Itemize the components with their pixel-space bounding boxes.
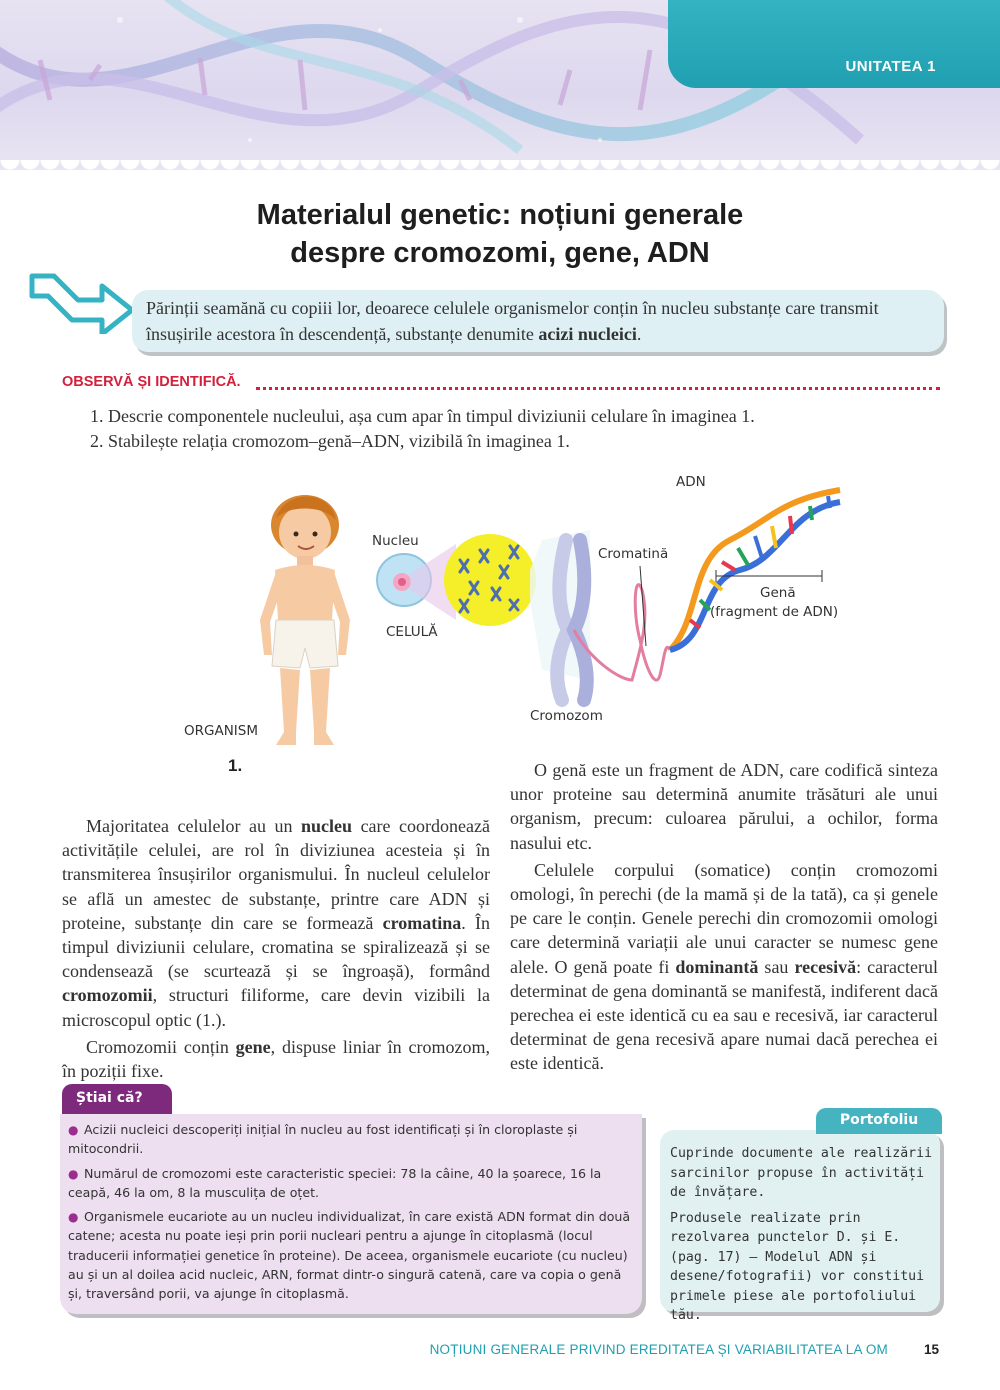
dna-helix-illustration (670, 490, 840, 650)
portfolio-title: Portofoliu (816, 1108, 942, 1134)
term-nucleu: nucleu (301, 816, 353, 836)
intro-text-end: . (636, 324, 642, 344)
intro-text: Părinții seamănă cu copiii lor, deoarece celulele organismelor conțin în nucleu substanțe care transmit însușirile acestora în descendență, substanțe denumite (146, 298, 879, 344)
bullet-icon: ● (68, 1123, 79, 1137)
did-you-know-item: ● Organismele eucariote au un nucleu individualizat, în care există ADN format din două catene; acesta nu poate ieși prin porii nucleari pentru a ajunge în citoplasmă (locul traducerii informației genetice în proteine). De aceea, organismele eucariote (cu nucleu) au și un al doilea acid nucleic, ARN, format dintr-o singură catenă, care va copia o genă și, traversând porii, va ajunge în citoplasmă. (68, 1209, 631, 1302)
did-you-know-title: Știai că? (62, 1084, 172, 1114)
label-adn: ADN (676, 474, 706, 490)
label-celula: CELULĂ (386, 624, 438, 640)
label-gena-sub: (fragment de ADN) (710, 604, 839, 620)
term-dominanta: dominantă (675, 956, 759, 977)
right-paragraph-1: O genă este un fragment de ADN, care codifică sinteza unor proteine sau determină anumite trăsături ale unui organism, precum: culoarea părului, a ochilor, forma nasului etc. (510, 760, 938, 853)
intro-bold-term: acizi nucleici (538, 324, 637, 344)
portfolio-paragraph-1: Cuprinde documente ale realizării sarcinilor propuse în activități de învățare. (670, 1146, 933, 1200)
title-line-2: despre cromozomi, gene, ADN (290, 237, 710, 269)
term-cromozomii: cromozomii (62, 985, 153, 1006)
label-cromozom: Cromozom (530, 708, 603, 724)
observe-dotted-rule (256, 378, 940, 390)
label-organism: ORGANISM (184, 723, 258, 739)
bullet-icon: ● (68, 1166, 79, 1181)
did-you-know-item: ● Acizii nucleici descoperiți inițial în nucleu au fost identificați și în cloroplaste și mitocondrii. (68, 1122, 578, 1157)
did-you-know-item: ● Numărul de cromozomi este caracteristic speciei: 78 la câine, 40 la șoarece, 16 la ceapă, 46 la om, 8 la musculița de oțet. (68, 1165, 602, 1200)
label-gena: Genă (760, 585, 796, 601)
right-paragraph-2: Celulele corpului (somatice) conțin cromozomi omologi, în perechi (de la mamă și de la tată), ca și genele pe care le conțin. Genele perechi din cromozomii omologi care determină variații ale unui caracter se numesc gene alele. O genă poate fi dominantă sau recesivă: caracterul determinat de gena dominantă se manifestă, indiferent dacă perechea ei este identică cu ea sau e recesivă, iar caracterul determinat de gena recesivă apare numai dacă perechea ei este identică. (510, 859, 939, 1074)
portfolio-text (670, 1144, 932, 1332)
term-gene: gene (235, 1036, 271, 1057)
did-you-know-list (68, 1120, 634, 1309)
observe-list (90, 404, 940, 454)
arrow-icon (28, 270, 140, 334)
lesson-title (200, 196, 800, 272)
right-column-text (510, 758, 938, 1079)
observe-item: 1. Descrie componentele nucleului, așa cum apar în timpul diviziunii celulare în imaginea 1. (90, 406, 755, 426)
unit-label: UNITATEA 1 (845, 58, 936, 75)
footer-chapter-title: NOȚIUNI GENERALE PRIVIND EREDITATEA ȘI VARIABILITATEA LA OM (429, 1342, 888, 1357)
observe-item: 2. Stabilește relația cromozom–genă–ADN, vizibilă în imaginea 1. (90, 431, 570, 451)
boy-illustration (260, 495, 350, 745)
label-cromatina: Cromatină (598, 546, 669, 562)
left-paragraph-1: Majoritatea celulelor au un nucleu care coordonează activitățile celulei, are rol în diviziunea acesteia și în transmiterea însușirilor organismului. În nucleul celulelor se află un amestec de substanțe, printre care ADN și proteine, substanțe din care se formează cromatina. În timpul diviziunii celulare, cromatina se spiralizează și se condensează (se scurtează și se îngroașă), formând cromozomii, structuri filiforme, care devin vizibili la microscopul optic (1.). (62, 816, 491, 1030)
figure-number: 1. (228, 756, 243, 775)
left-paragraph-2: Cromozomii conțin gene, dispuse liniar în cromozom, în poziții fixe. (62, 1036, 490, 1082)
label-nucleu: Nucleu (372, 533, 419, 549)
unit-tab (668, 0, 1000, 88)
observe-heading: OBSERVĂ ȘI IDENTIFICĂ. (62, 374, 241, 390)
left-column-text (62, 814, 490, 1086)
title-line-1: Materialul genetic: noțiuni generale (256, 199, 744, 231)
page-number: 15 (924, 1342, 940, 1357)
intro-box (132, 290, 944, 352)
figure-illustration (170, 470, 860, 790)
bullet-icon: ● (68, 1210, 79, 1225)
term-cromatina: cromatina (382, 912, 462, 933)
term-recesiva: recesivă (794, 956, 857, 977)
figure-organism-to-dna (170, 470, 860, 790)
portfolio-paragraph-2: Produsele realizate prin rezolvarea punctelor D. și E. (pag. 17) – Modelul ADN și desene/fotografii) vor constitui primele piese ale portofoliului tău. (670, 1210, 925, 1323)
banner-perforation (0, 160, 1000, 180)
